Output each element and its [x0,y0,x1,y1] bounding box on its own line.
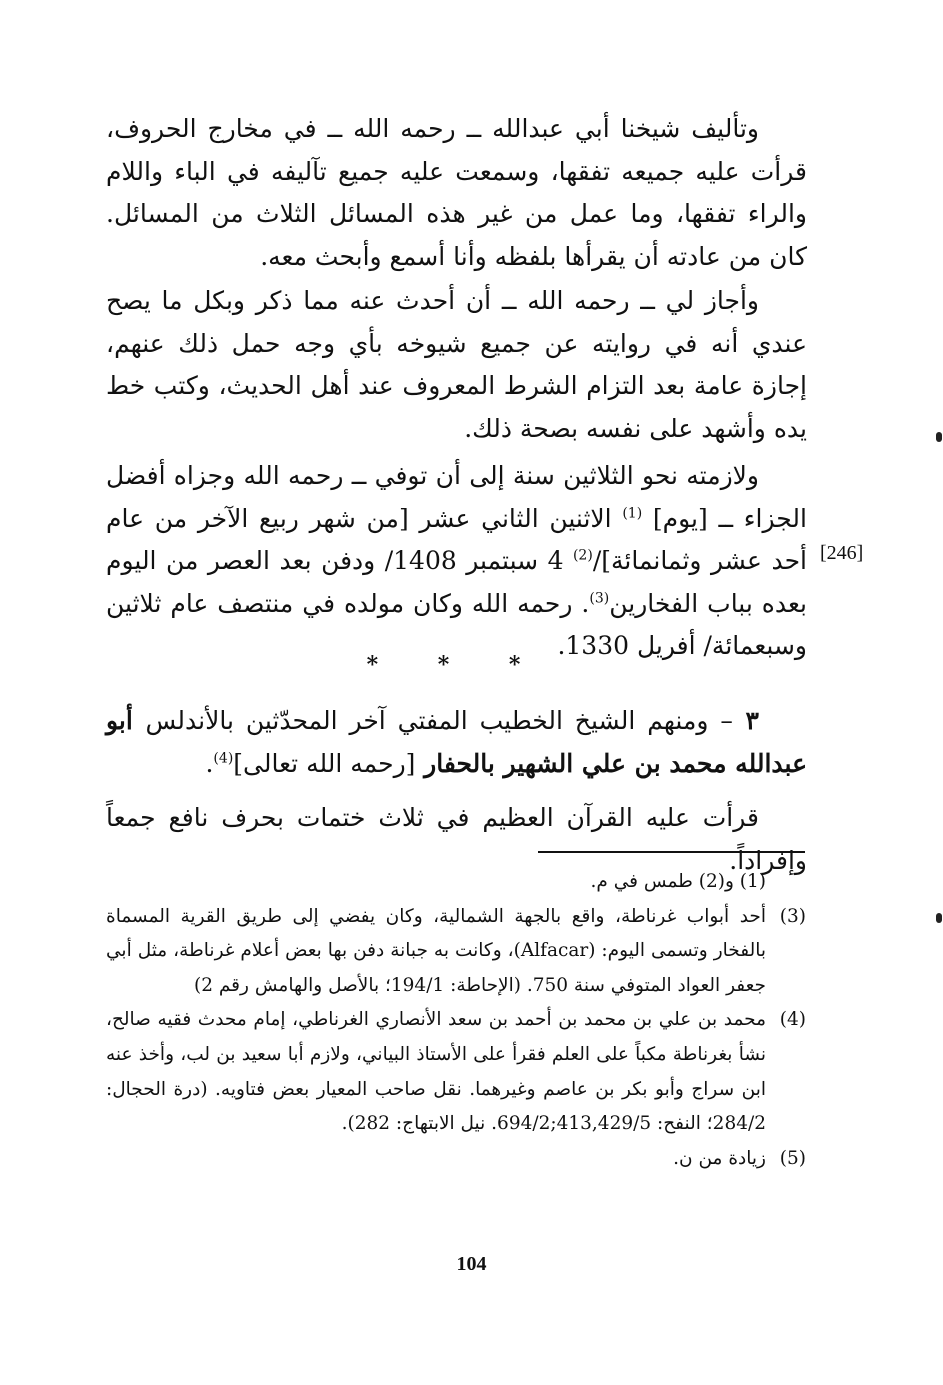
footnote-ref-4: (4) [213,750,234,767]
paragraph-4-part-b: [رحمه الله تعالى] [233,748,416,778]
footnote-text: أحد أبواب غرناطة، واقع بالجهة الشمالية، وكان يفضي إلى طريق القرية المسماة بالفخار وتسمى اليوم: (Alfacar)، وكانت به جبانة دفن بها بعض أعلام غرناطة، مثل أبي جعفر العواد المتوفي سنة 750. (الإحاطة: 194/1؛ بالأصل والهامش رقم 2) [106,905,766,996]
paragraph-4-part-c: . [205,748,214,778]
footnote-item [106,900,806,1004]
scholar-name: أبو عبدالله محمد بن علي الشهير بالحفار [106,706,807,778]
scan-edge-mark [936,432,942,442]
footnote-ref-1: (1) [622,505,643,522]
paragraph-1: وتأليف شيخنا أبي عبدالله ــ رحمه الله ــ في مخارج الحروف، قرأت عليه جميعه تفقها، وسمعت عليه جميع تآليفه في الباء واللام والراء تفقها، وما عمل من غير هذه المسائل الثلاث من المسائل. كان من عادته أن يقرأها بلفظه وأنا أسمع وأبحث معه. [106,114,807,271]
section-separator: * * * [366,652,547,678]
footnote-number: (5) [779,1147,806,1169]
paragraph-3-part-c: 4 سبتمبر 1408/ ودفن بعد العصر من اليوم بعده بباب الفخارين [106,546,807,618]
footnote-number: (4) [779,1009,806,1031]
footnotes [106,865,806,1176]
paragraph-3-part-a: ولازمته نحو الثلاثين سنة إلى أن توفي ــ رحمه الله وجزاه أفضل الجزاء ــ [يوم] [106,461,807,533]
footnote-number: (3) [779,905,806,927]
footnote-number [766,865,806,900]
page-number: 104 [456,1253,487,1275]
paragraph-3-part-b: الاثنين الثاني عشر [من شهر ربيع الآخر من عام أحد عشر وثمانمائة]/ [106,503,807,575]
footnote-text: محمد بن علي بن محمد بن أحمد بن سعد الأنصاري الغرناطي، إمام محدث فقيه صالح، نشأ بغرناطة مكباً على العلم فقرأ على الأستاذ البياني، ولازم أبا سعيد بن لب، وأخذ عنه ابن سراج وأبو بكر بن عاصم وغيرهما. نقل صاحب المعيار بعض فتاويه. (درة الحجال: 284/2؛ النفح: 413,429/5;694/2. نيل الابتهاج: 282). [106,1009,766,1135]
footnote-divider [538,851,805,853]
entry-number: ٣ [745,706,759,735]
main-text [106,108,807,278]
footnote-item [106,1142,806,1177]
paragraph-3-part-d: . رحمه الله وكان مولده في منتصف عام ثلاثين وسبعمائة/ أفريل 1330. [106,588,807,660]
margin-page-reference: [246] [820,542,864,564]
main-text-2 [106,280,807,450]
footnote-text: (1) و(2) طمس في م. [590,871,766,892]
main-text-3 [106,455,807,668]
main-text-4 [106,700,807,785]
paragraph-2: وأجاز لي ــ رحمه الله ــ أن أحدث عنه مما ذكر وبكل ما يصح عندي أنه في روايته عن جميع شيوخه بأي وجه حمل ذلك عنهم، إجازة عامة بعد التزام الشرط المعروف عند أهل الحديث، وكتب خط يده وأشهد على نفسه بصحة ذلك. [106,286,807,443]
paragraph-4 [106,700,807,785]
paragraph-5: قرأت عليه القرآن العظيم في ثلاث ختمات بحرف نافع جمعاً وإفراداً. [106,803,807,875]
footnote-ref-3: (3) [589,590,610,607]
footnote-item [106,865,806,900]
scan-edge-mark [936,913,942,923]
paragraph-4-part-a: – ومنهم الشيخ الخطيب المفتي آخر المحدّثين بالأندلس [145,706,733,735]
footnote-text: زيادة من ن. [673,1147,766,1169]
footnote-item [106,1003,806,1141]
paragraph-3 [106,455,807,668]
footnote-ref-2: (2) [572,547,593,564]
